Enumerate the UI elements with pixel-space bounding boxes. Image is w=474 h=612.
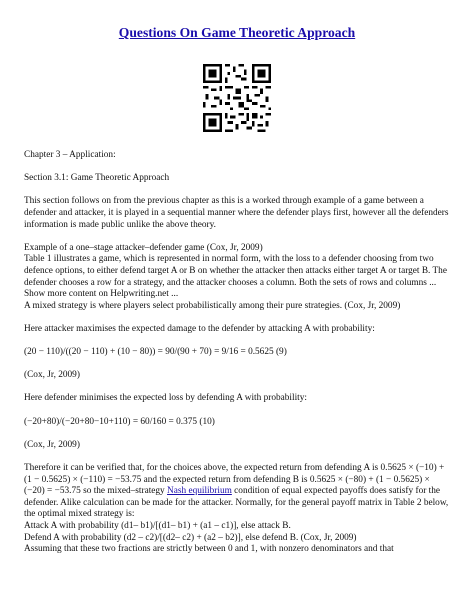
attacker-paragraph: Here attacker maximises the expected damage to the defender by attacking A with probability:: [24, 323, 375, 334]
assumption-line: Assuming that these two fractions are strictly between 0 and 1, with nonzero denominators and that: [24, 544, 394, 555]
qr-code-icon: [203, 64, 271, 132]
defend-probability-line: Defend A with probability (d2 – c2)/[(d2– c2) + (a2 – b2)], else defend B. (Cox, Jr, 2009): [24, 532, 357, 543]
defender-paragraph: Here defender minimises the expected loss by defending A with probability:: [24, 393, 307, 404]
mixed-strategy-text: A mixed strategy is where players select probabilistically among their pure strategies. (Cox, Jr, 2009): [24, 300, 401, 311]
equation-9: (20 − 110)/((20 − 110) + (10 − 80)) = 90/(90 + 70) = 9/16 = 0.5625 (9): [24, 347, 287, 358]
equation-10: (−20+80)/(−20+80−10+110) = 60/160 = 0.375 (10): [24, 416, 215, 427]
nash-equilibrium-link[interactable]: Nash equilibrium: [167, 486, 232, 497]
document-title-link[interactable]: Questions On Game Theoretic Approach: [118, 25, 356, 40]
citation-2: (Cox, Jr, 2009): [24, 439, 80, 450]
table1-text: Table 1 illustrates a game, which is represented in normal form, with the loss to a defender choosing from two defence options, to either defend target A or B on whether the attacker then attacks either target A or target B. The defender chooses a row for a strategy, and the attacker chooses a column. Both the sets of rows and columns ... Show more content on Helpwriting.net ...: [24, 254, 447, 300]
document-body: [24, 150, 452, 567]
chapter-heading: Chapter 3 – Application:: [24, 150, 116, 160]
intro-paragraph: This section follows on from the previous chapter as this is a worked through example of a game between a defender and attacker, it is played in a sequential manner where the defender plays first, however all the defenders information is made public unlike the above theory.: [24, 196, 449, 230]
citation-1: (Cox, Jr, 2009): [24, 370, 80, 381]
attack-probability-line: Attack A with probability (d1– b1)/[(d1– b1) + (a1 – c1)], else attack B.: [24, 521, 291, 531]
example-heading: Example of a one–stage attacker–defender game (Cox, Jr, 2009): [24, 242, 263, 253]
verification-paragraph: [24, 463, 452, 556]
verification-text-1: Therefore it can be verified that, for the choices above, the expected return from defending A is 0.5625 × (−10) + (1 − 0.5625) × (−110) = −53.75 and the expected return from defending B is 0.5625 × (−80) + (1 − 0.5625) × (−20) = −53.75 so the mixed–strategy: [24, 463, 445, 497]
example-paragraph: [24, 243, 452, 313]
verification-text-2: condition of equal expected payoffs does satisfy for the defender. Alike calculation can be made for the attacker. Normally, for the general payoff matrix in Table 2 below, the optimal mixed strategy is:: [24, 486, 449, 520]
section-heading: Section 3.1: Game Theoretic Approach: [24, 173, 170, 184]
